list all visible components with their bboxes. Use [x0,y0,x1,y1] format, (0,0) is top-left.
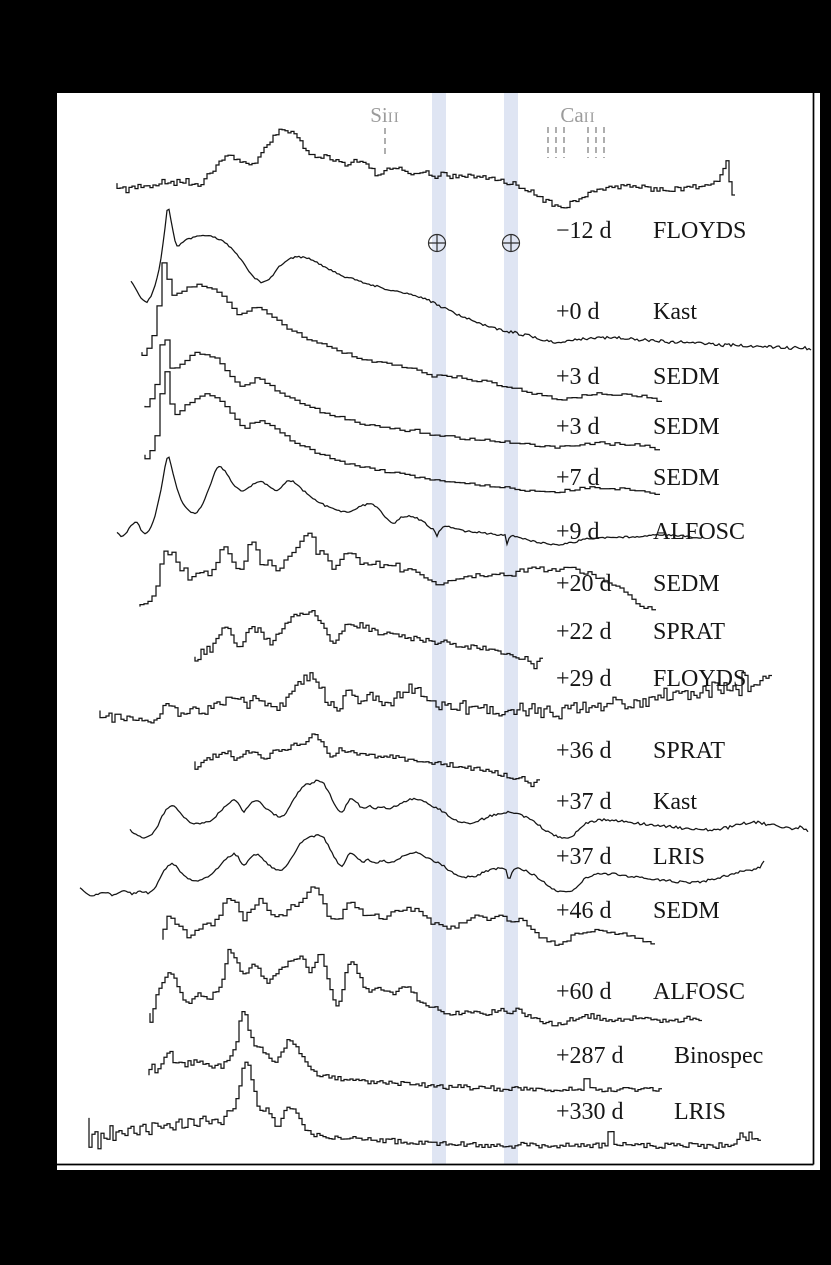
epoch-instrument-label: SEDM [653,898,720,924]
epoch-day-label: +36 d [556,738,612,764]
epoch-instrument-label: FLOYDS [653,218,747,244]
epoch-instrument-label: SEDM [653,414,720,440]
epoch-day-label: +9 d [556,519,600,545]
epoch-instrument-label: SEDM [653,571,720,597]
telluric-band-1 [432,93,446,1165]
epoch-day-label: +29 d [556,666,612,692]
epoch-instrument-label: Kast [653,789,697,815]
epoch-instrument-label: ALFOSC [653,979,746,1005]
epoch-day-label: −12 d [556,218,612,244]
epoch-instrument-label: Kast [653,299,697,325]
epoch-instrument-label: SEDM [653,364,720,390]
epoch-instrument-label: SPRAT [653,619,726,645]
epoch-day-label: +330 d [556,1099,624,1125]
epoch-day-label: +37 d [556,844,612,870]
epoch-instrument-label: LRIS [674,1099,727,1125]
epoch-day-label: +0 d [556,299,600,325]
epoch-instrument-label: SEDM [653,465,720,491]
epoch-day-label: +20 d [556,571,612,597]
epoch-day-label: +60 d [556,979,612,1005]
ca-ion-numeral: II [583,110,596,126]
epoch-instrument-label: Binospec [674,1043,764,1069]
si-element-text: Si [370,103,388,127]
epoch-day-label: +7 d [556,465,600,491]
epoch-day-label: +287 d [556,1043,624,1069]
si-ion-numeral: II [387,110,400,126]
epoch-instrument-label: SPRAT [653,738,726,764]
epoch-day-label: +46 d [556,898,612,924]
epoch-instrument-label: FLOYDS [653,666,747,692]
epoch-instrument-label: ALFOSC [653,519,746,545]
epoch-day-label: +3 d [556,414,600,440]
epoch-day-label: +3 d [556,364,600,390]
telluric-band-2 [504,93,518,1165]
epoch-day-label: +22 d [556,619,612,645]
epoch-instrument-label: LRIS [653,844,706,870]
ca-element-text: Ca [560,103,584,127]
epoch-day-label: +37 d [556,789,612,815]
